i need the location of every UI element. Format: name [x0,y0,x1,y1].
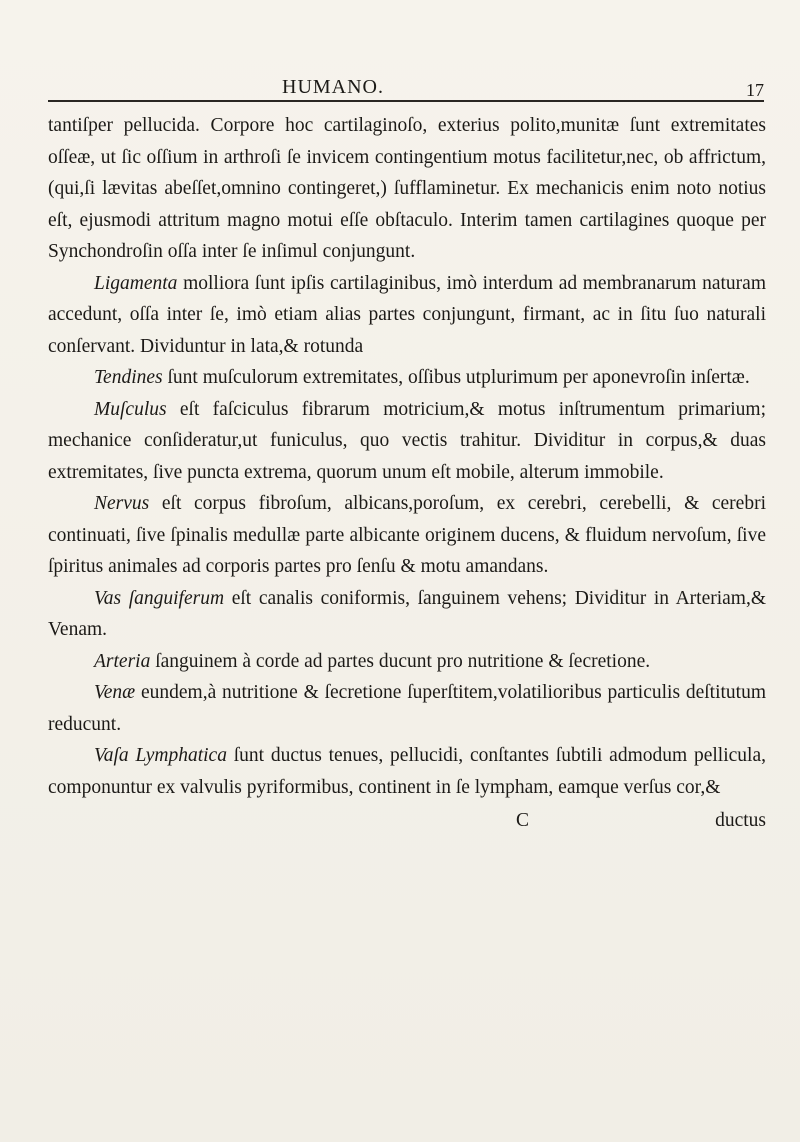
paragraph-text: eundem,à nutritione & ſecretione ſuperſtitem,volatilioribus particulis deſtitutum reducunt. [48,682,766,735]
term-heading: Arteria [94,650,151,672]
signature-mark: C [516,810,530,831]
paragraph [48,583,766,646]
paragraph-text: eſt corpus fibroſum, albicans,poroſum, ex cerebri, cerebelli, & cerebri continuati, ſive ſpinalis medullæ parte albicante originem ducens, & fluidum nervoſum, ſive ſpiritus animales ad corporis partes pro ſenſu & motu amandans. [48,493,766,577]
term-heading: Ligamenta [94,272,178,294]
term-heading: Muſculus [94,398,167,420]
paragraph-text: ſanguinem à corde ad partes ducunt pro nutritione & ſecretione. [150,650,651,672]
paragraph-text: eſt faſciculus fibrarum motricium,& motus inſtrumentum primarium; mechanice conſideratur,ut funiculus, quo vectis trahitur. Dividitur in corpus,& duas extremitates, ſive puncta extrema, quorum unum eſt mobile, alterum immobile. [48,398,766,483]
page-number: 17 [746,80,764,100]
body-text [48,110,766,835]
running-head: HUMANO. [282,76,384,98]
paragraph-text: ſunt ductus tenues, pellucidi, conſtantes ſubtili admodum pellicula, componuntur ex valvulis pyriformibus, continent in ſe lympham, eamque verſus cor,& [48,745,766,798]
term-heading: Vas ſanguiferum [94,587,225,609]
catchword: ductus [715,810,766,831]
paragraph-text: ſunt muſculorum extremitates, oſſibus utplurimum per aponevroſin inſertæ. [162,367,750,388]
term-heading: Vaſa Lymphatica [94,745,227,766]
term-heading: Nervus [94,493,150,514]
header-rule [48,100,764,102]
term-heading: Venæ [94,682,136,703]
paragraph-text: molliora ſunt ipſis cartilaginibus, imò interdum ad membranarum naturam accedunt, oſſa inter ſe, imò etiam alias partes conjungunt, firmant, ac in ſitu ſuo naturali conſervant. Dividuntur in lata,& rotunda [48,272,766,357]
paragraph [48,268,766,363]
paragraph [48,740,766,803]
paragraph [48,488,766,583]
paragraph [48,394,766,489]
paragraph-text: tantiſper pellucida. Corpore hoc cartilaginoſo, exterius polito,munitæ ſunt extremitates oſſeæ, ut ſic oſſium in arthroſi ſe invicem contingentium motus facilitetur,nec, ob affrictum, (qui,ſi lævitas abeſſet,omnino contingeret,) ſufflaminetur. Ex mechanicis enim noto notius eſt, ejusmodi attritum magno motui eſſe obſtaculo. Interim tamen cartilagines quoque per Synchondroſin oſſa inter ſe inſimul conjungunt. [48,115,766,262]
term-heading: Tendines [94,367,163,388]
paragraph [48,110,766,268]
paragraph [48,646,766,678]
paragraph [48,362,766,394]
paragraph [48,677,766,740]
paragraph-text: eſt canalis coniformis, ſanguinem vehens; Dividitur in Arteriam,& Venam. [48,587,767,640]
page-footer [48,805,766,835]
